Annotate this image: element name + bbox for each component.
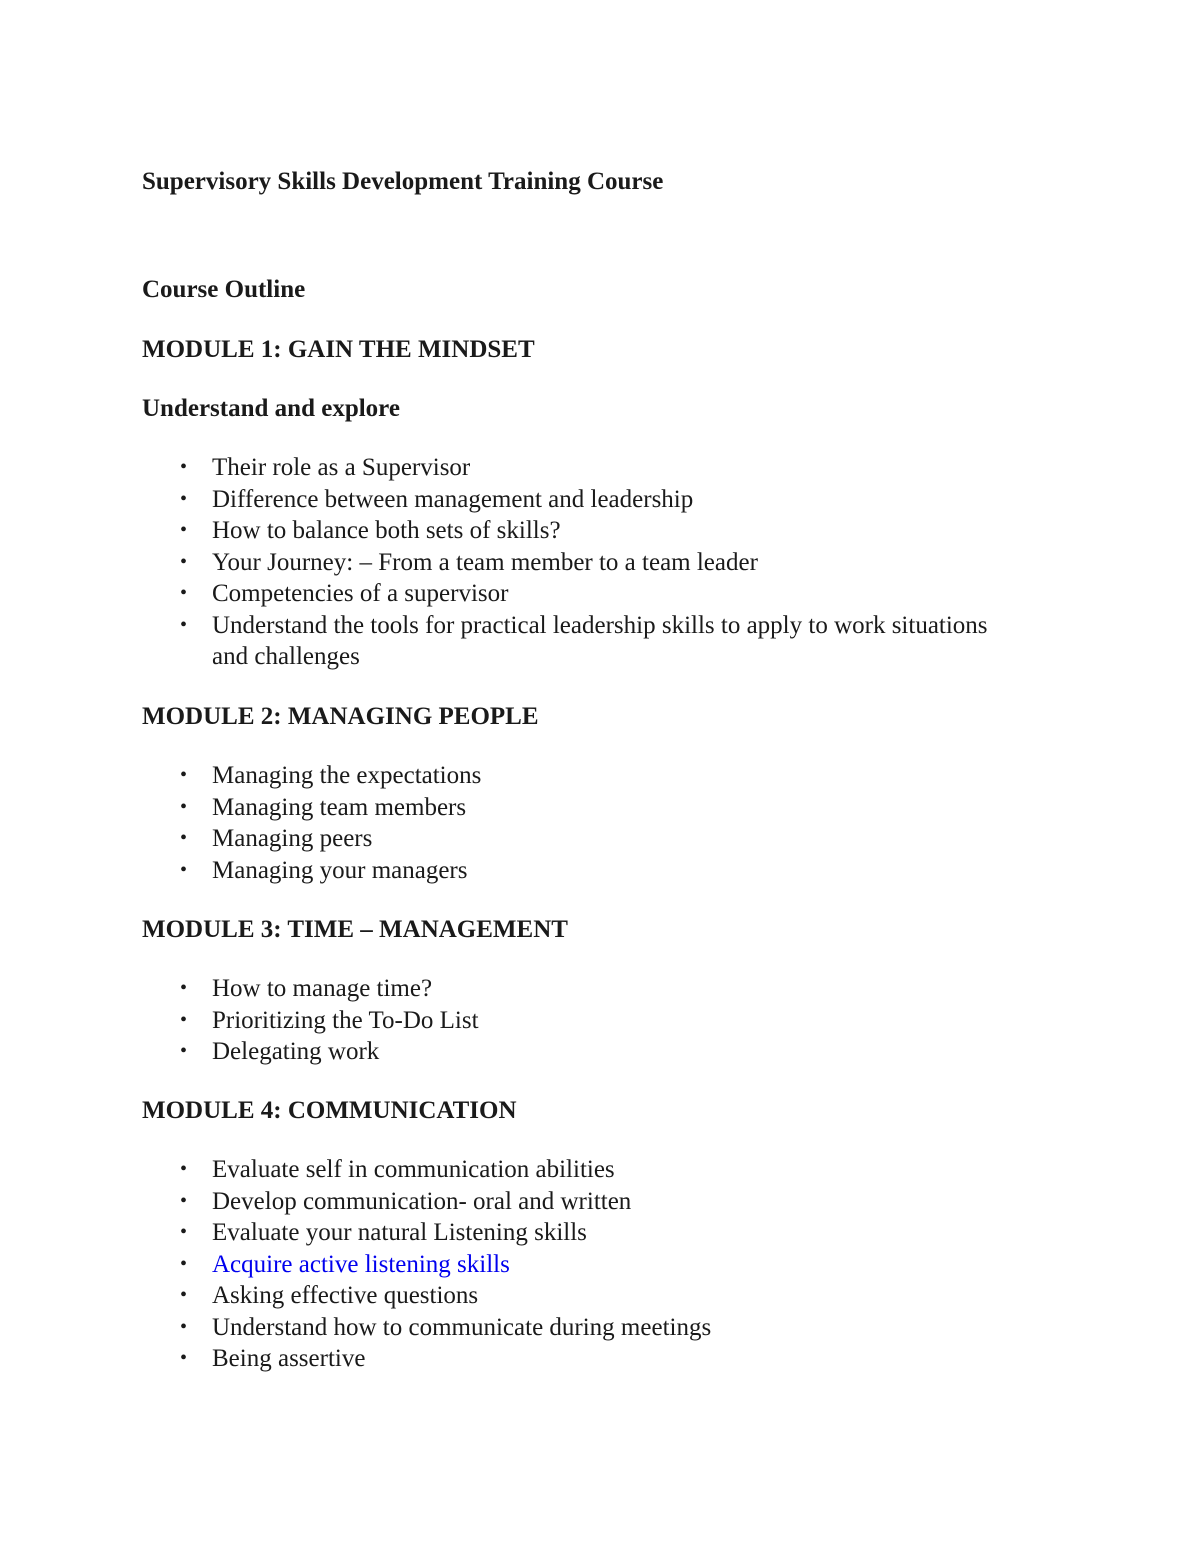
module-item-list <box>142 760 1082 886</box>
list-item-text: Prioritizing the To-Do List <box>212 1006 479 1034</box>
module-4 <box>142 1095 1082 1375</box>
module-title: MODULE 3: TIME – MANAGEMENT <box>142 916 568 943</box>
list-item <box>142 452 1002 484</box>
list-item <box>142 792 1002 824</box>
bullet-icon: • <box>180 827 188 849</box>
bullet-icon: • <box>180 1347 188 1369</box>
list-item <box>142 578 1002 610</box>
list-item-text: How to manage time? <box>212 975 433 1002</box>
bullet-icon: • <box>180 977 188 999</box>
list-item-text: How to balance both sets of skills? <box>212 517 561 544</box>
document-title: Supervisory Skills Development Training Course <box>142 168 664 195</box>
list-item-text: Develop communication- oral and written <box>212 1187 632 1215</box>
list-item <box>142 547 1002 579</box>
list-item-text: Delegating work <box>212 1038 380 1065</box>
bullet-icon: • <box>180 456 188 478</box>
list-item-text: Their role as a Supervisor <box>212 454 471 481</box>
list-item <box>142 515 1002 547</box>
bullet-icon: • <box>180 582 188 604</box>
list-item-link[interactable] <box>142 1249 1002 1281</box>
list-item <box>142 1343 1002 1375</box>
list-item-text: Being assertive <box>212 1345 366 1372</box>
bullet-icon: • <box>180 1040 188 1062</box>
module-title: MODULE 1: GAIN THE MINDSET <box>142 336 535 363</box>
bullet-icon: • <box>180 550 188 573</box>
list-item-text: Competencies of a supervisor <box>212 580 509 607</box>
list-item <box>142 760 1002 792</box>
bullet-icon: • <box>180 1252 188 1275</box>
bullet-icon: • <box>180 613 188 636</box>
module-item-list <box>142 452 1082 673</box>
bullet-icon: • <box>180 1221 188 1243</box>
bullet-icon: • <box>180 858 188 881</box>
bullet-icon: • <box>180 1158 188 1180</box>
bullet-icon: • <box>180 519 188 541</box>
list-item-text: Evaluate self in communication abilities <box>212 1156 615 1183</box>
list-item-text: Managing team members <box>212 793 467 821</box>
list-item <box>142 973 1002 1005</box>
list-item <box>142 1036 1002 1068</box>
list-item-text: Managing your managers <box>212 856 468 884</box>
active-listening-link[interactable]: Acquire active listening skills <box>212 1250 510 1278</box>
list-item <box>142 1217 1002 1249</box>
list-item <box>142 1186 1002 1218</box>
module-title: MODULE 2: MANAGING PEOPLE <box>142 703 539 730</box>
module-subheading: Understand and explore <box>142 395 400 422</box>
list-item-text: Difference between management and leadership <box>212 485 694 513</box>
module-3 <box>142 914 1082 1068</box>
bullet-icon: • <box>180 487 188 510</box>
course-outline-heading: Course Outline <box>142 276 306 303</box>
list-item-text: Your Journey: – From a team member to a team leader <box>212 548 758 576</box>
list-item-text: Managing peers <box>212 825 373 852</box>
module-item-list <box>142 1154 1082 1375</box>
list-item-text: Understand the tools for practical leadership skills to apply to work situations and challenges <box>212 611 988 670</box>
list-item <box>142 1280 1002 1312</box>
bullet-icon: • <box>180 764 188 786</box>
list-item <box>142 823 1002 855</box>
list-item <box>142 484 1002 516</box>
bullet-icon: • <box>180 1284 188 1306</box>
list-item-text: Asking effective questions <box>212 1282 479 1309</box>
module-2 <box>142 701 1082 886</box>
list-item <box>142 855 1002 887</box>
bullet-icon: • <box>180 1008 188 1031</box>
list-item <box>142 610 1002 673</box>
bullet-icon: • <box>180 795 188 818</box>
list-item-text: Evaluate your natural Listening skills <box>212 1219 587 1246</box>
list-item-text: Managing the expectations <box>212 762 482 789</box>
list-item <box>142 1154 1002 1186</box>
module-1 <box>142 334 1082 673</box>
module-title: MODULE 4: COMMUNICATION <box>142 1097 517 1124</box>
bullet-icon: • <box>180 1315 188 1338</box>
module-item-list <box>142 973 1082 1068</box>
bullet-icon: • <box>180 1189 188 1212</box>
list-item <box>142 1005 1002 1037</box>
list-item-text: Understand how to communicate during meetings <box>212 1313 712 1341</box>
list-item <box>142 1312 1002 1344</box>
